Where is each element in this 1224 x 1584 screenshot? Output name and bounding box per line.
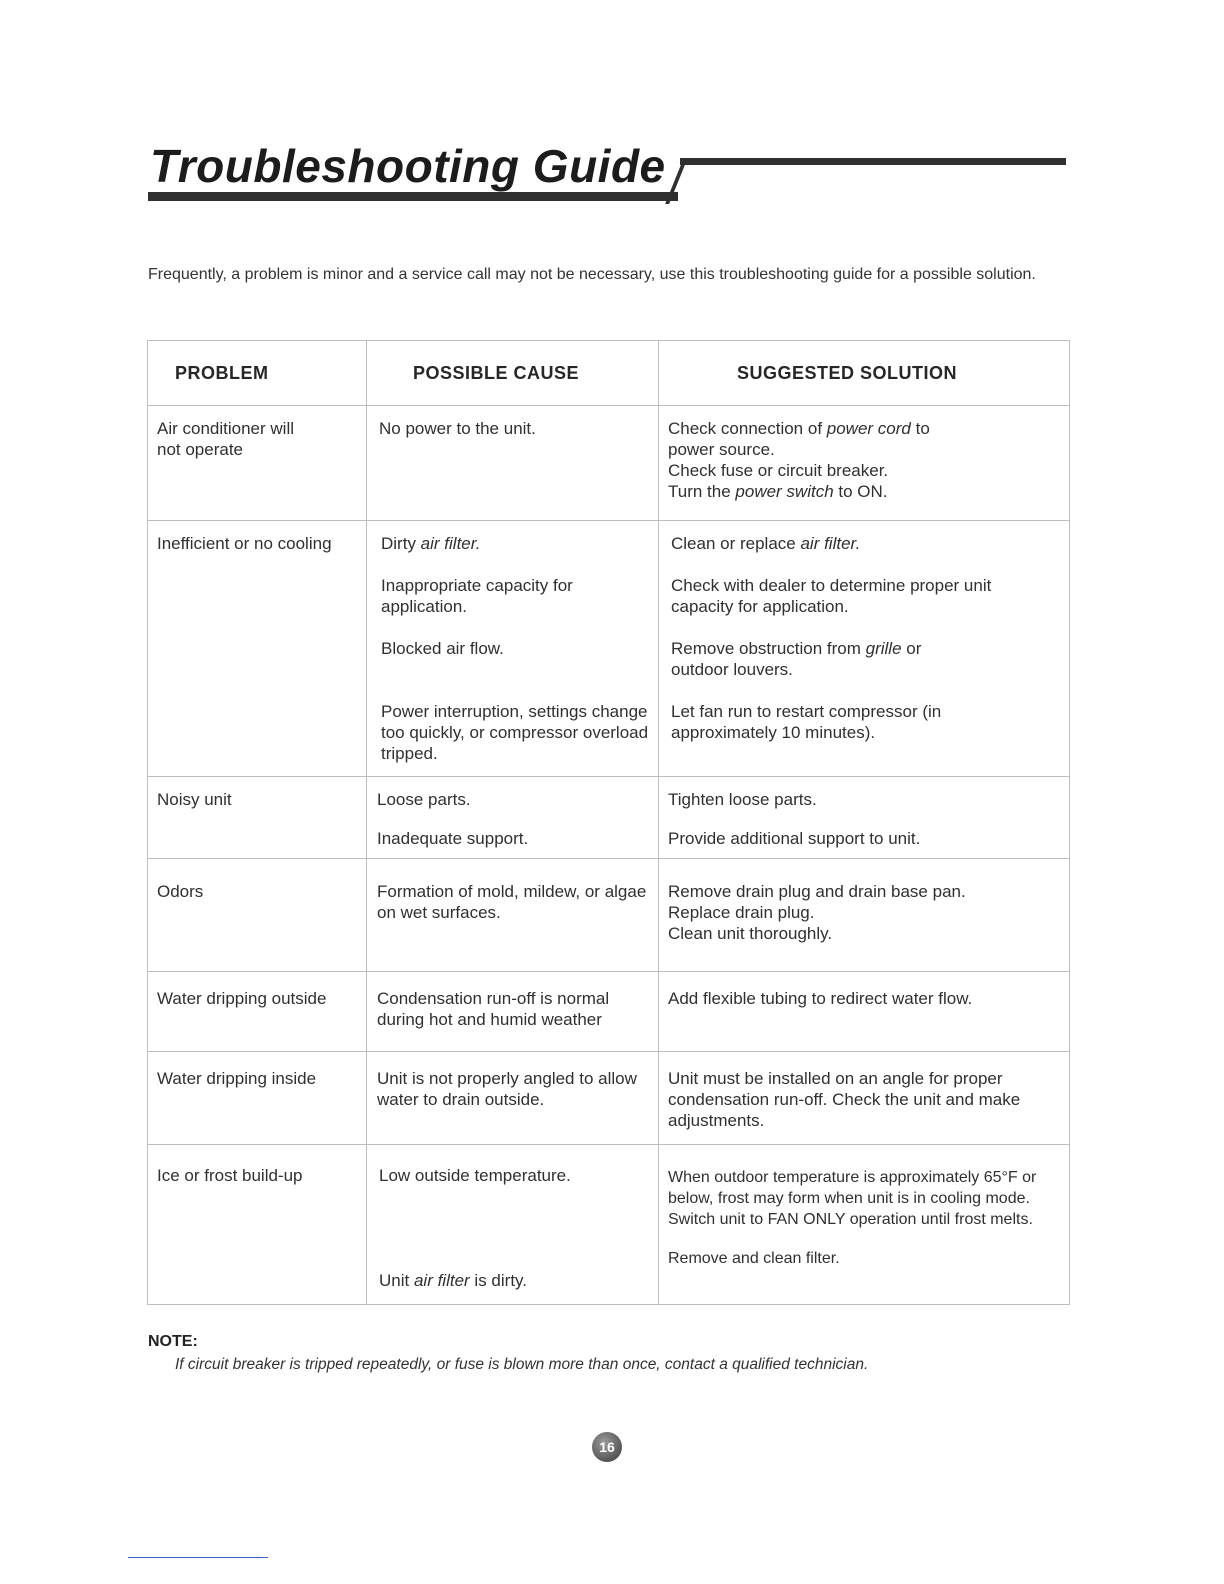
cause-text: Blocked air flow. [381, 639, 504, 658]
solution-text: Let fan run to restart compressor (in approximately 10 minutes). [671, 702, 942, 742]
cause-text: Unit is not properly angled to allow water to drain outside. [377, 1069, 637, 1109]
solution-text: Provide additional support to unit. [668, 829, 921, 848]
cause-text: Inappropriate capacity for application. [381, 576, 573, 616]
title-rule [680, 158, 1066, 165]
problem-text: Water dripping inside [157, 1069, 317, 1088]
table-row [148, 406, 1070, 521]
solution-text: Remove drain plug and drain base pan. [668, 882, 966, 901]
solution-text: Check with dealer to determine proper unit capacity for application. [671, 576, 992, 616]
cause-text: Unit air filter is dirty. [379, 1271, 528, 1290]
solution-text: Check fuse or circuit breaker. [668, 461, 889, 480]
table-header-row [148, 341, 1070, 406]
footer-divider [128, 1557, 268, 1558]
cause-text: Loose parts. [377, 790, 471, 809]
solution-text: Clean unit thoroughly. [668, 924, 833, 943]
problem-text: Ice or frost build-up [157, 1166, 303, 1185]
solution-text: Replace drain plug. [668, 903, 815, 922]
title-underline [148, 192, 678, 201]
table-row [148, 859, 1070, 972]
table-row [148, 1145, 1070, 1305]
solution-text: Add flexible tubing to redirect water flow. [668, 989, 973, 1008]
page-number-badge: 16 [592, 1432, 622, 1462]
table-row [148, 521, 1070, 777]
solution-text: Remove and clean filter. [668, 1250, 840, 1267]
cause-text: Dirty air filter. [381, 534, 481, 553]
table-row [148, 777, 1070, 859]
header-possible-cause: POSSIBLE CAUSE [367, 341, 659, 406]
solution-text: Turn the power switch to ON. [668, 482, 888, 501]
solution-text: Tighten loose parts. [668, 790, 817, 809]
troubleshooting-table [147, 340, 1070, 1305]
note-text: If circuit breaker is tripped repeatedly, or fuse is blown more than once, contact a qualified technician. [175, 1356, 869, 1373]
page-title: Troubleshooting Guide [150, 140, 666, 192]
cause-text: Power interruption, settings change too quickly, or compressor overload tripped. [381, 702, 649, 763]
problem-text: Odors [157, 882, 204, 901]
cause-text: Condensation run-off is normal during hot and humid weather [377, 989, 610, 1029]
solution-text: Remove obstruction from grille or outdoor louvers. [671, 639, 922, 679]
cause-text: Low outside temperature. [379, 1166, 571, 1185]
solution-text: Check connection of power cord to power source. [668, 419, 930, 459]
problem-text: Water dripping outside [157, 989, 327, 1008]
cause-text: Formation of mold, mildew, or algae on wet surfaces. [377, 882, 647, 922]
problem-text: Noisy unit [157, 790, 232, 809]
solution-text: Clean or replace air filter. [671, 534, 861, 553]
table-row [148, 1052, 1070, 1145]
solution-text: Unit must be installed on an angle for proper condensation run-off. Check the unit and make adjustments. [668, 1069, 1021, 1130]
header-problem: PROBLEM [148, 341, 367, 406]
problem-text: Air conditioner will not operate [157, 419, 294, 459]
cause-text: No power to the unit. [379, 419, 536, 438]
problem-text: Inefficient or no cooling [157, 534, 332, 553]
table-row [148, 972, 1070, 1052]
note-label: NOTE: [148, 1333, 198, 1350]
cause-text: Inadequate support. [377, 829, 529, 848]
intro-text: Frequently, a problem is minor and a service call may not be necessary, use this troubleshooting guide for a possible solution. [148, 266, 1036, 283]
solution-text: When outdoor temperature is approximately 65°F or below, frost may form when unit is in cooling mode. Switch unit to FAN ONLY operation until frost melts. [668, 1169, 1037, 1228]
header-suggested-solution: SUGGESTED SOLUTION [659, 341, 1070, 406]
